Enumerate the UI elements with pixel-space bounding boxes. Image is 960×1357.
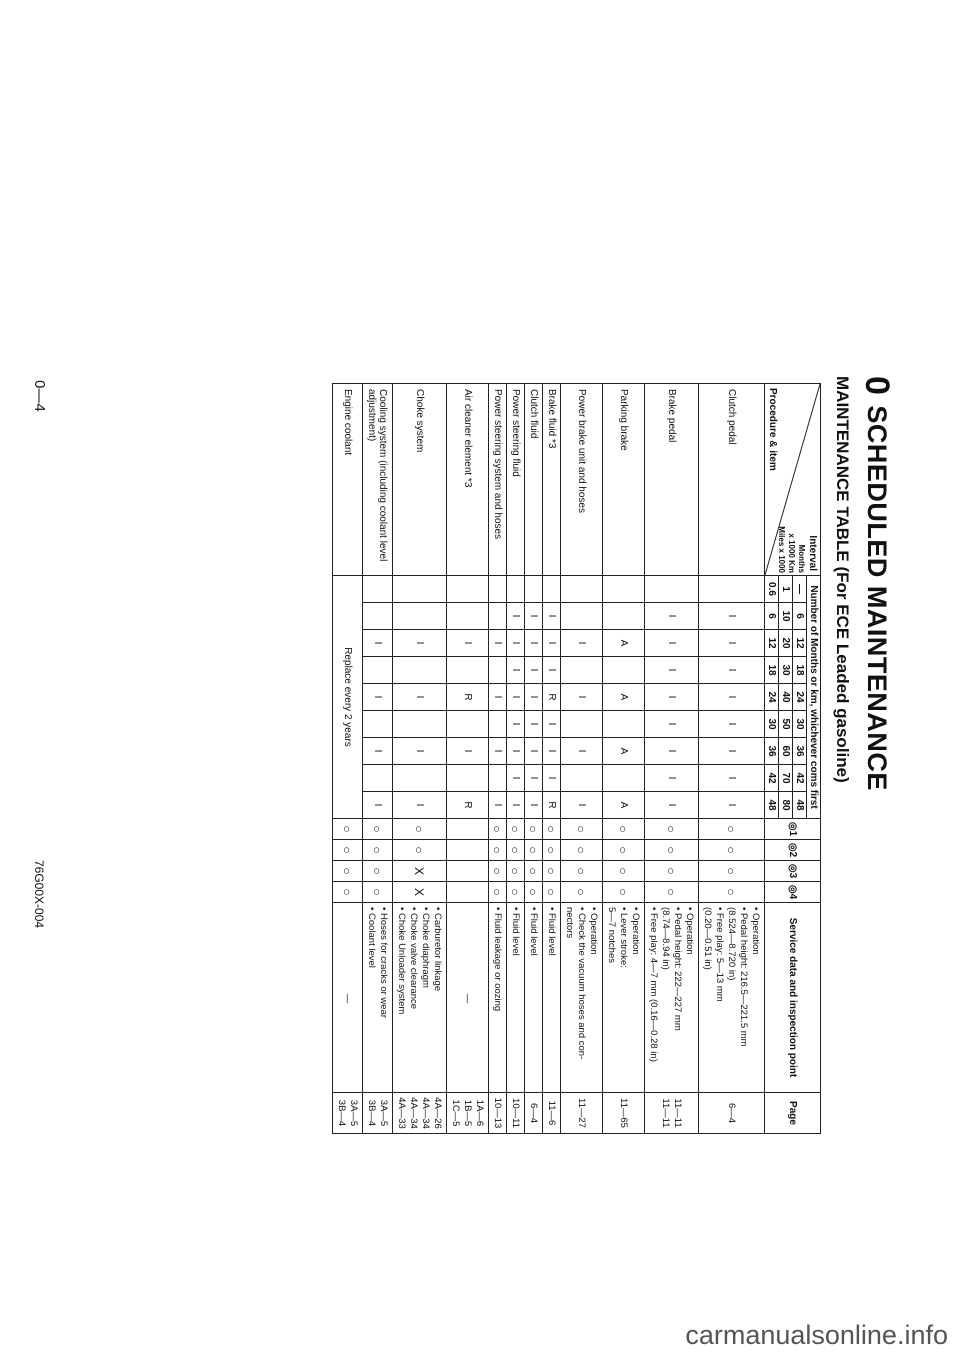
condition-mark: ○ <box>393 840 447 861</box>
condition-mark: ○ <box>603 840 645 861</box>
service-line: • Hoses for cracks or wear <box>378 907 390 1019</box>
interval-mark: I <box>393 630 447 657</box>
interval-mark <box>543 576 561 603</box>
miles-cell: 6 <box>765 603 779 630</box>
service-line: nectors <box>564 907 576 939</box>
service-data <box>507 903 525 1093</box>
procedure-item: Power steering fluid <box>507 384 525 576</box>
km-cell: 60 <box>779 738 793 765</box>
interval-label: Interval <box>807 535 818 571</box>
interval-mark: I <box>525 792 543 819</box>
condition-mark: ○ <box>489 882 507 903</box>
service-line: • Fluid level <box>510 907 522 956</box>
condition-mark: ○ <box>645 840 699 861</box>
condition-mark: ○ <box>543 840 561 861</box>
page-ref <box>699 1093 765 1134</box>
interval-mark <box>561 657 603 684</box>
service-data <box>333 903 363 1093</box>
km-cell: 1 <box>779 576 793 603</box>
interval-mark: I <box>507 657 525 684</box>
km-cell: 50 <box>779 711 793 738</box>
condition-mark <box>447 882 489 903</box>
service-line: • Choke valve clearance <box>408 907 420 1010</box>
service-line: • Operation <box>750 907 762 955</box>
service-line: • Choke diaphragm <box>420 907 432 988</box>
service-line: • Check the vacuum hoses and con- <box>576 907 588 1060</box>
interval-mark <box>363 603 393 630</box>
condition-mark: ○ <box>333 861 363 882</box>
page-ref-line: 1B—5 <box>462 1099 474 1127</box>
service-line: • Free play: 5—13 mm <box>714 907 726 1002</box>
service-data <box>699 903 765 1093</box>
interval-mark: I <box>645 711 699 738</box>
months-cell: 36 <box>793 738 807 765</box>
months-cell: 30 <box>793 711 807 738</box>
table-subtitle-block <box>832 376 852 783</box>
interval-mark <box>561 576 603 603</box>
page-ref-line: 10—11 <box>510 1098 522 1128</box>
table-row <box>543 384 561 1134</box>
section-number: 0 <box>858 376 896 396</box>
months-cell: 18 <box>793 657 807 684</box>
page-ref-line: 1A—6 <box>474 1099 486 1127</box>
interval-mark: I <box>393 738 447 765</box>
interval-mark <box>393 657 447 684</box>
page-ref-line: 3B—4 <box>336 1099 348 1127</box>
interval-mark: R <box>447 792 489 819</box>
condition-mark: ○ <box>525 861 543 882</box>
condition-mark: ○ <box>699 840 765 861</box>
page-ref-line: 11—6 <box>546 1100 558 1126</box>
condition-mark: ○ <box>699 861 765 882</box>
interval-mark: R <box>447 684 489 711</box>
interval-mark <box>363 765 393 792</box>
months-cell: 24 <box>793 684 807 711</box>
interval-mark <box>447 711 489 738</box>
km-cell: 80 <box>779 792 793 819</box>
condition-mark: ○ <box>543 819 561 840</box>
miles-label: Miles x 1000 <box>777 526 786 573</box>
interval-mark: I <box>363 792 393 819</box>
interval-mark: I <box>507 711 525 738</box>
page-ref <box>525 1093 543 1134</box>
interval-mark <box>489 576 507 603</box>
interval-mark <box>489 657 507 684</box>
service-line: • Pedal height: 216.5—221.5 mm <box>738 907 750 1047</box>
miles-cell: 48 <box>765 792 779 819</box>
condition-mark: ○ <box>543 882 561 903</box>
service-line: • Fluid leakage or oozing <box>492 907 504 1012</box>
service-line: (8.74—8.94 in) <box>660 907 672 970</box>
miles-cell: 0.6 <box>765 576 779 603</box>
interval-mark: I <box>561 792 603 819</box>
km-label: x 1000 Km <box>787 533 796 573</box>
interval-mark <box>489 711 507 738</box>
interval-mark: I <box>543 711 561 738</box>
service-data <box>603 903 645 1093</box>
table-subtitle: MAINTENANCE TABLE (For ECE Leaded gasoline) <box>833 376 852 783</box>
interval-mark: I <box>645 792 699 819</box>
procedure-item: Brake pedal <box>645 384 699 576</box>
service-line: • Lever stroke: <box>618 907 630 968</box>
service-line: • Operation <box>588 907 600 955</box>
page-ref <box>489 1093 507 1134</box>
interval-mark: I <box>543 657 561 684</box>
service-line: • Pedal height: 222—227 mm <box>672 907 684 1031</box>
interval-mark: I <box>363 630 393 657</box>
interval-mark: R <box>543 792 561 819</box>
page-ref-line: 4A—33 <box>396 1097 408 1129</box>
interval-mark: I <box>699 792 765 819</box>
table-row <box>645 384 699 1134</box>
km-cell: 40 <box>779 684 793 711</box>
procedure-item: Brake fluid *3 <box>543 384 561 576</box>
interval-mark <box>393 576 447 603</box>
interval-mark: I <box>489 738 507 765</box>
interval-mark: I <box>561 738 603 765</box>
doc-code: 76G00X-004 <box>32 860 46 929</box>
service-data <box>645 903 699 1093</box>
interval-mark <box>603 765 645 792</box>
interval-mark: R <box>543 684 561 711</box>
interval-mark <box>363 576 393 603</box>
interval-mark: I <box>447 738 489 765</box>
service-line: • Carburetor linkage <box>432 907 444 992</box>
procedure-item: Cooling system (including coolant level adjustment) <box>363 384 393 576</box>
cond-header-1: ◎1 <box>765 819 821 840</box>
condition-mark: ○ <box>543 861 561 882</box>
page-number: 0—4 <box>31 380 48 412</box>
months-cell: 48 <box>793 792 807 819</box>
miles-cell: 36 <box>765 738 779 765</box>
months-cell: 42 <box>793 765 807 792</box>
service-line: • Choke Unloader system <box>396 907 408 1015</box>
months-cell: 12 <box>793 630 807 657</box>
cond-header-3: ◎3 <box>765 861 821 882</box>
service-header: Service data and inspection point <box>765 903 821 1093</box>
service-line: 5—7 notches <box>606 907 618 963</box>
miles-cell: 18 <box>765 657 779 684</box>
interval-mark: I <box>699 657 765 684</box>
row-unit-labels <box>776 526 806 573</box>
condition-mark: X <box>393 861 447 882</box>
page-ref <box>561 1093 603 1134</box>
interval-mark: A <box>603 792 645 819</box>
interval-mark <box>561 765 603 792</box>
service-data <box>561 903 603 1093</box>
procedure-item: Choke system <box>393 384 447 576</box>
procedure-item: Engine coolant <box>333 384 363 576</box>
condition-mark: ○ <box>489 840 507 861</box>
table-row <box>561 384 603 1134</box>
condition-mark <box>447 861 489 882</box>
interval-mark <box>645 576 699 603</box>
procedure-item: Parking brake <box>603 384 645 576</box>
condition-mark: ○ <box>489 861 507 882</box>
interval-mark <box>525 576 543 603</box>
page-ref-line: 3A—5 <box>348 1099 360 1127</box>
interval-mark <box>447 576 489 603</box>
interval-mark: I <box>363 684 393 711</box>
condition-mark: ○ <box>333 882 363 903</box>
interval-mark <box>393 765 447 792</box>
page-ref <box>645 1093 699 1134</box>
interval-mark: I <box>561 630 603 657</box>
page-ref <box>603 1093 645 1134</box>
interval-mark: I <box>525 603 543 630</box>
interval-mark: I <box>507 738 525 765</box>
page-ref-line: 6—4 <box>528 1102 540 1124</box>
interval-mark: I <box>363 738 393 765</box>
page-ref-line: 6—4 <box>726 1102 738 1124</box>
interval-mark <box>603 711 645 738</box>
condition-mark: ○ <box>363 819 393 840</box>
section-header <box>857 376 896 791</box>
table-row <box>489 384 507 1134</box>
page-ref-line: 11—65 <box>618 1098 630 1128</box>
condition-mark: ○ <box>525 819 543 840</box>
interval-mark: I <box>699 765 765 792</box>
procedure-item: Power steering system and hoses <box>489 384 507 576</box>
interval-mark: I <box>525 711 543 738</box>
interval-mark: I <box>645 657 699 684</box>
page-ref-line: 11—11 <box>660 1098 672 1128</box>
condition-mark: ○ <box>507 819 525 840</box>
condition-mark: ○ <box>525 840 543 861</box>
page-ref-line: 1C—5 <box>450 1099 462 1127</box>
interval-mark <box>393 711 447 738</box>
maintenance-table <box>332 383 821 1134</box>
page-ref-line: 11—11 <box>672 1098 684 1128</box>
interval-mark: I <box>507 630 525 657</box>
condition-mark: ○ <box>561 819 603 840</box>
service-line: — <box>462 993 474 1004</box>
page-ref <box>393 1093 447 1134</box>
interval-mark: I <box>699 603 765 630</box>
interval-mark <box>363 657 393 684</box>
interval-mark <box>603 657 645 684</box>
interval-mark: I <box>543 765 561 792</box>
service-line: • Coolant level <box>366 907 378 968</box>
interval-mark: I <box>645 630 699 657</box>
service-line: (0.20—0.51 in) <box>702 907 714 970</box>
page-ref-line: 3B—4 <box>366 1099 378 1127</box>
page-ref <box>333 1093 363 1134</box>
interval-mark: I <box>699 684 765 711</box>
interval-mark: I <box>645 738 699 765</box>
condition-mark: ○ <box>699 882 765 903</box>
condition-mark: ○ <box>507 882 525 903</box>
interval-mark: I <box>507 765 525 792</box>
service-line: • Operation <box>630 907 642 955</box>
km-cell: 20 <box>779 630 793 657</box>
condition-mark: ○ <box>333 819 363 840</box>
procedure-item: Clutch fluid <box>525 384 543 576</box>
condition-mark: ○ <box>561 861 603 882</box>
table-row <box>699 384 765 1134</box>
interval-mark: I <box>699 630 765 657</box>
interval-mark: I <box>507 603 525 630</box>
condition-mark <box>447 840 489 861</box>
service-line: (8.524—8.720 in) <box>726 907 738 981</box>
section-title: SCHEDULED MAINTENANCE <box>862 405 892 791</box>
maintenance-table-wrap <box>76 383 821 1128</box>
service-line: — <box>342 993 354 1004</box>
condition-mark: ○ <box>507 861 525 882</box>
page-ref <box>543 1093 561 1134</box>
interval-mark: I <box>507 684 525 711</box>
interval-mark: I <box>525 684 543 711</box>
condition-mark: ○ <box>507 840 525 861</box>
number-header: Number of Months or km, whichever coms first <box>807 576 821 819</box>
miles-cell: 12 <box>765 630 779 657</box>
interval-mark: I <box>489 684 507 711</box>
interval-procedure-header <box>765 384 821 576</box>
page-ref <box>447 1093 489 1134</box>
interval-mark: I <box>393 792 447 819</box>
interval-mark: I <box>645 603 699 630</box>
table-row <box>603 384 645 1134</box>
condition-mark: ○ <box>561 840 603 861</box>
miles-cell: 42 <box>765 765 779 792</box>
condition-mark: ○ <box>363 882 393 903</box>
months-cell: — <box>793 576 807 603</box>
condition-mark: ○ <box>525 882 543 903</box>
interval-mark <box>447 603 489 630</box>
condition-mark: ○ <box>561 882 603 903</box>
interval-mark: A <box>603 738 645 765</box>
interval-mark: I <box>507 792 525 819</box>
watermark: carmanualsonline.info <box>685 1320 948 1350</box>
interval-mark: I <box>699 738 765 765</box>
interval-mark: I <box>543 738 561 765</box>
interval-mark <box>561 603 603 630</box>
table-row <box>363 384 393 1134</box>
service-data <box>363 903 393 1093</box>
interval-mark: A <box>603 630 645 657</box>
condition-mark: X <box>393 882 447 903</box>
condition-mark: ○ <box>699 819 765 840</box>
km-cell: 10 <box>779 603 793 630</box>
interval-mark <box>489 603 507 630</box>
interval-mark <box>603 576 645 603</box>
procedure-label: Procedure & item <box>767 388 778 471</box>
interval-mark: I <box>645 684 699 711</box>
interval-mark: I <box>561 684 603 711</box>
interval-mark <box>603 603 645 630</box>
condition-mark: ○ <box>603 861 645 882</box>
service-data <box>447 903 489 1093</box>
page-ref-line: 11—27 <box>576 1098 588 1128</box>
page-ref-line: 4A—26 <box>432 1097 444 1129</box>
condition-mark: ○ <box>645 861 699 882</box>
page-header: Page <box>765 1093 821 1134</box>
procedure-item: Air cleaner element *3 <box>447 384 489 576</box>
condition-mark: ○ <box>363 840 393 861</box>
interval-mark: I <box>489 630 507 657</box>
interval-mark: I <box>525 630 543 657</box>
interval-mark: I <box>645 765 699 792</box>
page-ref <box>507 1093 525 1134</box>
interval-mark: A <box>603 684 645 711</box>
page-ref-line: 10—13 <box>492 1097 504 1129</box>
table-row <box>525 384 543 1134</box>
page-ref-line: 4A—34 <box>408 1097 420 1129</box>
months-label: Months <box>797 544 806 573</box>
interval-mark: I <box>543 630 561 657</box>
procedure-item: Power brake unit and hoses <box>561 384 603 576</box>
condition-mark <box>447 819 489 840</box>
interval-mark <box>447 657 489 684</box>
months-cell: 6 <box>793 603 807 630</box>
page-ref <box>363 1093 393 1134</box>
service-data <box>489 903 507 1093</box>
interval-mark: I <box>699 711 765 738</box>
replace-interval: Replace every 2 years <box>333 576 363 819</box>
service-line: • Operation <box>684 907 696 955</box>
page-ref-line: 4A—34 <box>420 1097 432 1129</box>
condition-mark: ○ <box>333 840 363 861</box>
interval-mark <box>393 603 447 630</box>
table-body <box>333 384 765 1134</box>
service-data <box>543 903 561 1093</box>
service-line: • Free play: 4—7 mm (0.16—0.28 in) <box>648 907 660 1062</box>
procedure-item: Clutch pedal <box>699 384 765 576</box>
service-line: • Fluid level <box>528 907 540 956</box>
interval-mark <box>561 711 603 738</box>
condition-mark: ○ <box>393 819 447 840</box>
interval-mark <box>699 576 765 603</box>
interval-mark <box>363 711 393 738</box>
table-row <box>333 384 363 1134</box>
miles-cell: 24 <box>765 684 779 711</box>
km-cell: 70 <box>779 765 793 792</box>
interval-mark: I <box>447 630 489 657</box>
service-line: • Fluid level <box>546 907 558 956</box>
cond-header-2: ◎2 <box>765 840 821 861</box>
condition-mark: ○ <box>645 819 699 840</box>
service-data <box>393 903 447 1093</box>
miles-cell: 30 <box>765 711 779 738</box>
interval-mark <box>489 765 507 792</box>
condition-mark: ○ <box>489 819 507 840</box>
interval-mark: I <box>489 792 507 819</box>
interval-mark: I <box>525 765 543 792</box>
interval-mark <box>507 576 525 603</box>
interval-mark: I <box>525 657 543 684</box>
interval-mark: I <box>393 684 447 711</box>
interval-mark <box>447 765 489 792</box>
condition-mark: ○ <box>603 882 645 903</box>
table-row <box>447 384 489 1134</box>
condition-mark: ○ <box>363 861 393 882</box>
page-ref-line: 3A—5 <box>378 1099 390 1127</box>
cond-header-4: ◎4 <box>765 882 821 903</box>
interval-mark: I <box>543 603 561 630</box>
condition-mark: ○ <box>645 882 699 903</box>
condition-mark: ○ <box>603 819 645 840</box>
service-data <box>525 903 543 1093</box>
table-row <box>393 384 447 1134</box>
km-cell: 30 <box>779 657 793 684</box>
interval-mark: I <box>525 738 543 765</box>
table-row <box>507 384 525 1134</box>
